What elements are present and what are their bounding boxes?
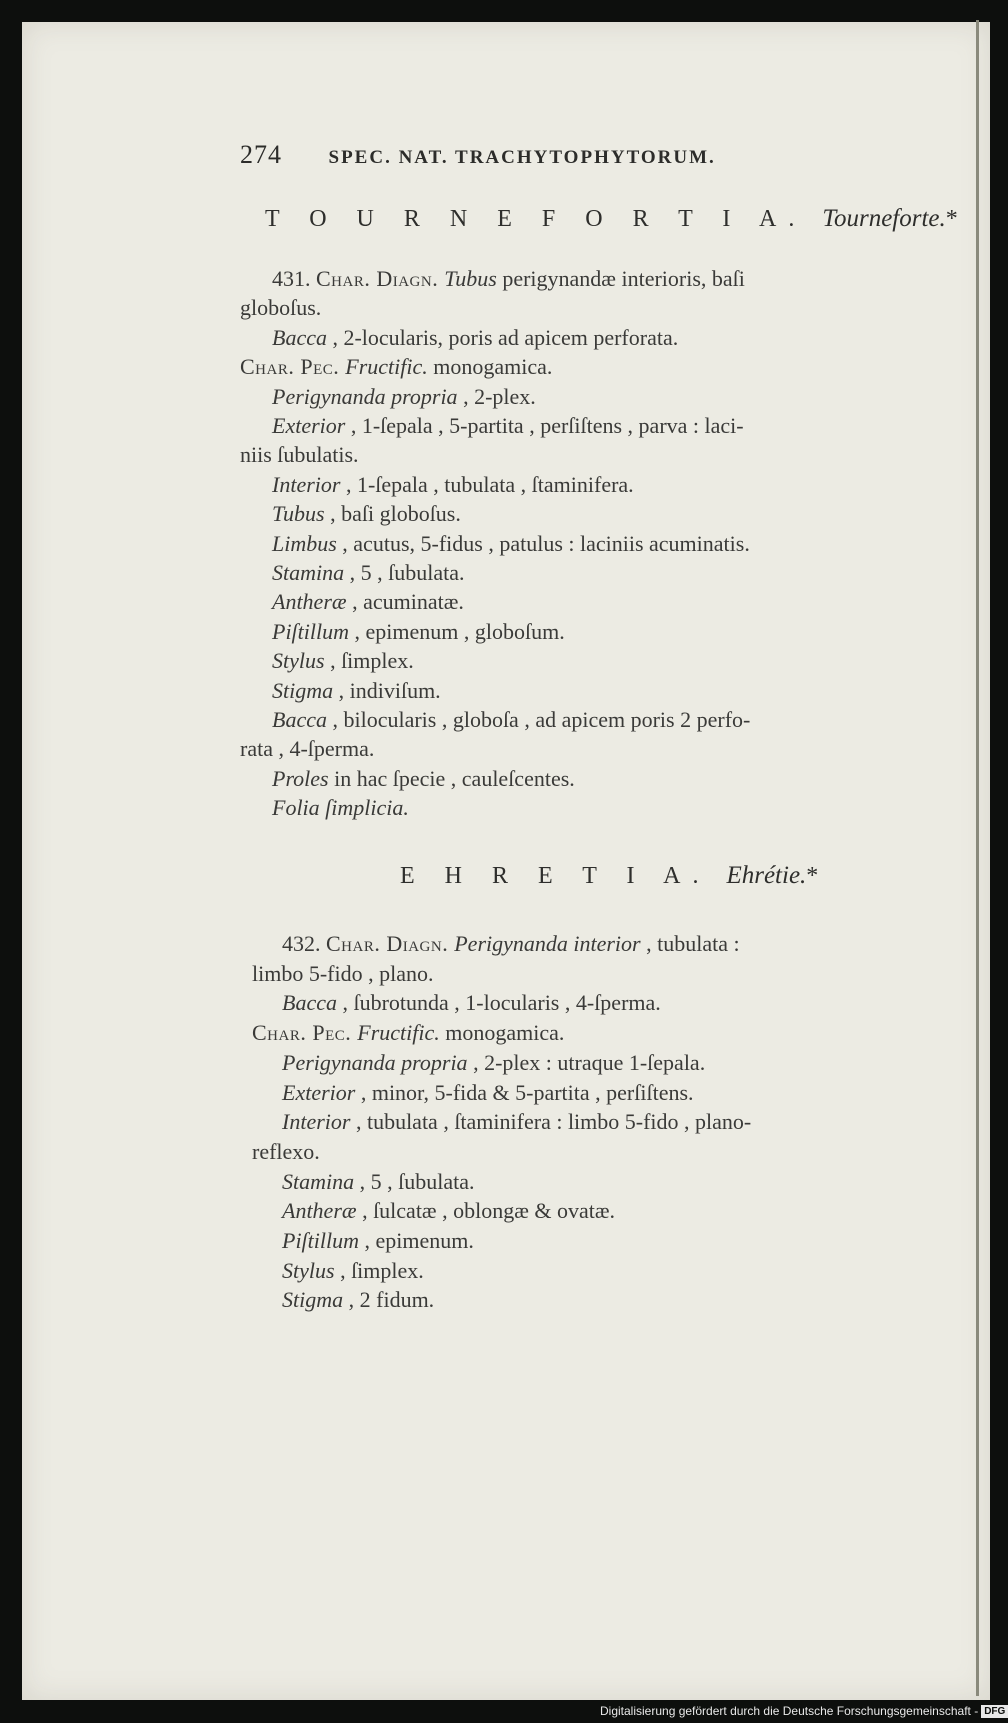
text-line [282, 1108, 751, 1136]
line-text: , 5 , ſubulata. [344, 560, 465, 585]
italic-term: Perigynanda interior [454, 931, 641, 956]
line-text: perigynandæ interioris, baſi [496, 266, 745, 291]
text-line [272, 765, 575, 793]
text-line [282, 1079, 694, 1107]
line-text: monogamica. [427, 354, 553, 380]
page-edge [976, 20, 979, 1696]
text-line [282, 1286, 434, 1314]
italic-term: Proles [272, 765, 329, 791]
section-title-latin: E H R E T I A. [400, 863, 711, 889]
line-text: monogamica. [439, 1020, 565, 1046]
line-text: , ſubrotunda , 1-locularis , 4-ſperma. [336, 990, 661, 1016]
italic-term: Stamina [272, 560, 345, 585]
italic-term: Exterior [282, 1079, 356, 1105]
digitization-footer [600, 1700, 1006, 1723]
section-title-french: Ehrétie. [726, 862, 807, 889]
small-caps-label: Char. Diagn. [326, 931, 455, 956]
section-title-latin: T O U R N E F O R T I A. [265, 206, 807, 232]
line-text: , ſimplex. [334, 1257, 424, 1283]
text-line [272, 647, 414, 675]
text-line [272, 383, 536, 411]
text-line [282, 1049, 705, 1077]
text-line [272, 324, 678, 352]
italic-term: Antheræ [282, 1198, 357, 1224]
text-line [252, 1019, 564, 1047]
text-line [282, 1257, 424, 1285]
text-line [272, 618, 565, 646]
line-text: , 2-plex. [457, 383, 536, 409]
line-text: , acutus, 5-fidus , patulus : laciniis acuminatis. [336, 530, 750, 556]
line-text: , ſimplex. [324, 648, 414, 674]
italic-term: Interior [282, 1109, 351, 1135]
line-text: , baſi globoſus. [324, 501, 461, 527]
running-header [240, 140, 716, 170]
asterisk-mark: * [806, 863, 831, 889]
line-text: , ſulcatæ , oblongæ & ovatæ. [356, 1198, 616, 1224]
line-text: , 2-plex : utraque 1-ſepala. [467, 1049, 706, 1075]
small-caps-label: Char. Pec. [240, 354, 346, 380]
text-line [272, 471, 634, 499]
text-line [272, 588, 464, 616]
text-line [282, 1227, 474, 1255]
line-text: , indiviſum. [333, 677, 441, 703]
line-text: , tubulata : [640, 931, 740, 956]
line-text: , epimenum , globoſum. [349, 618, 565, 644]
text-line [272, 706, 750, 734]
italic-term: Stamina [282, 1168, 355, 1194]
footer-text: Digitalisierung gefördert durch die Deutsche Forschungsgemeinschaft - [600, 1704, 979, 1718]
line-text: limbo 5-fido , plano. [252, 960, 434, 986]
line-text: reflexo. [252, 1138, 320, 1164]
section-title-tournefortia [265, 205, 970, 233]
text-line [240, 441, 359, 469]
line-text: , minor, 5-fida & 5-partita , perſiſtens. [355, 1079, 694, 1105]
text-line [252, 960, 433, 988]
section-title-ehretia [400, 862, 830, 890]
small-caps-label: Char. Diagn. [316, 266, 445, 291]
italic-term: Tubus [272, 501, 325, 527]
text-line [240, 353, 552, 381]
line-text: , 2 fidum. [343, 1287, 435, 1313]
italic-term: Perigynanda propria [282, 1049, 468, 1075]
italic-term: Piſtillum [282, 1228, 359, 1253]
text-line [272, 412, 744, 440]
italic-term: Antheræ [272, 589, 347, 615]
line-text: , epimenum. [359, 1228, 474, 1253]
italic-term: Piſtillum [272, 618, 349, 644]
text-line [282, 1197, 615, 1225]
dfg-logo-icon: DFG [981, 1705, 1008, 1718]
text-line [282, 989, 661, 1017]
italic-term: Limbus [272, 530, 337, 556]
italic-term: Stigma [282, 1287, 344, 1313]
line-number: 432. [282, 931, 326, 956]
page-number: 274 [240, 140, 282, 169]
line-text: , bilocularis , globoſa , ad apicem poris 2 perfo- [326, 707, 751, 732]
text-line [282, 1168, 475, 1196]
italic-term: Interior [272, 471, 341, 497]
italic-term: Folia ſimplicia. [272, 795, 409, 821]
italic-term: Tubus [444, 266, 497, 291]
italic-term: Fructific. [345, 354, 428, 380]
italic-term: Stigma [272, 677, 334, 703]
text-line [272, 530, 750, 558]
text-line [282, 930, 740, 958]
italic-term: Bacca [282, 990, 337, 1016]
small-caps-label: Char. Pec. [252, 1020, 358, 1046]
text-line [252, 1138, 320, 1166]
line-text: , acuminatæ. [346, 589, 464, 615]
italic-term: Stylus [282, 1257, 335, 1283]
text-line [272, 794, 409, 822]
line-text: niis ſubulatis. [240, 442, 359, 468]
text-line [240, 294, 321, 322]
line-text: in hac ſpecie , cauleſcentes. [328, 765, 575, 791]
line-text: , 2-locularis, poris ad apicem perforata. [326, 324, 679, 350]
italic-term: Bacca [272, 707, 327, 732]
line-text: rata , 4-ſperma. [240, 736, 375, 762]
text-line [272, 265, 745, 293]
line-number: 431. [272, 266, 316, 291]
italic-term: Exterior [272, 413, 346, 438]
text-line [240, 735, 374, 763]
text-line [272, 559, 465, 587]
italic-term: Fructific. [357, 1020, 440, 1046]
text-line [272, 677, 441, 705]
text-line [272, 500, 461, 528]
section-title-french: Tourneforte. [822, 205, 946, 232]
line-text: , tubulata , ſtaminifera : limbo 5-fido , plano- [350, 1109, 752, 1135]
asterisk-mark: * [945, 206, 970, 232]
italic-term: Perigynanda propria [272, 383, 458, 409]
line-text: , 1-ſepala , tubulata , ſtaminifera. [340, 471, 634, 497]
running-title: SPEC. NAT. TRACHYTOPHYTORUM. [328, 147, 716, 168]
italic-term: Bacca [272, 324, 327, 350]
italic-term: Stylus [272, 648, 325, 674]
line-text: , 1-ſepala , 5-partita , perſiſtens , parva : laci- [345, 413, 744, 438]
line-text: globoſus. [240, 295, 322, 321]
line-text: , 5 , ſubulata. [354, 1168, 475, 1194]
